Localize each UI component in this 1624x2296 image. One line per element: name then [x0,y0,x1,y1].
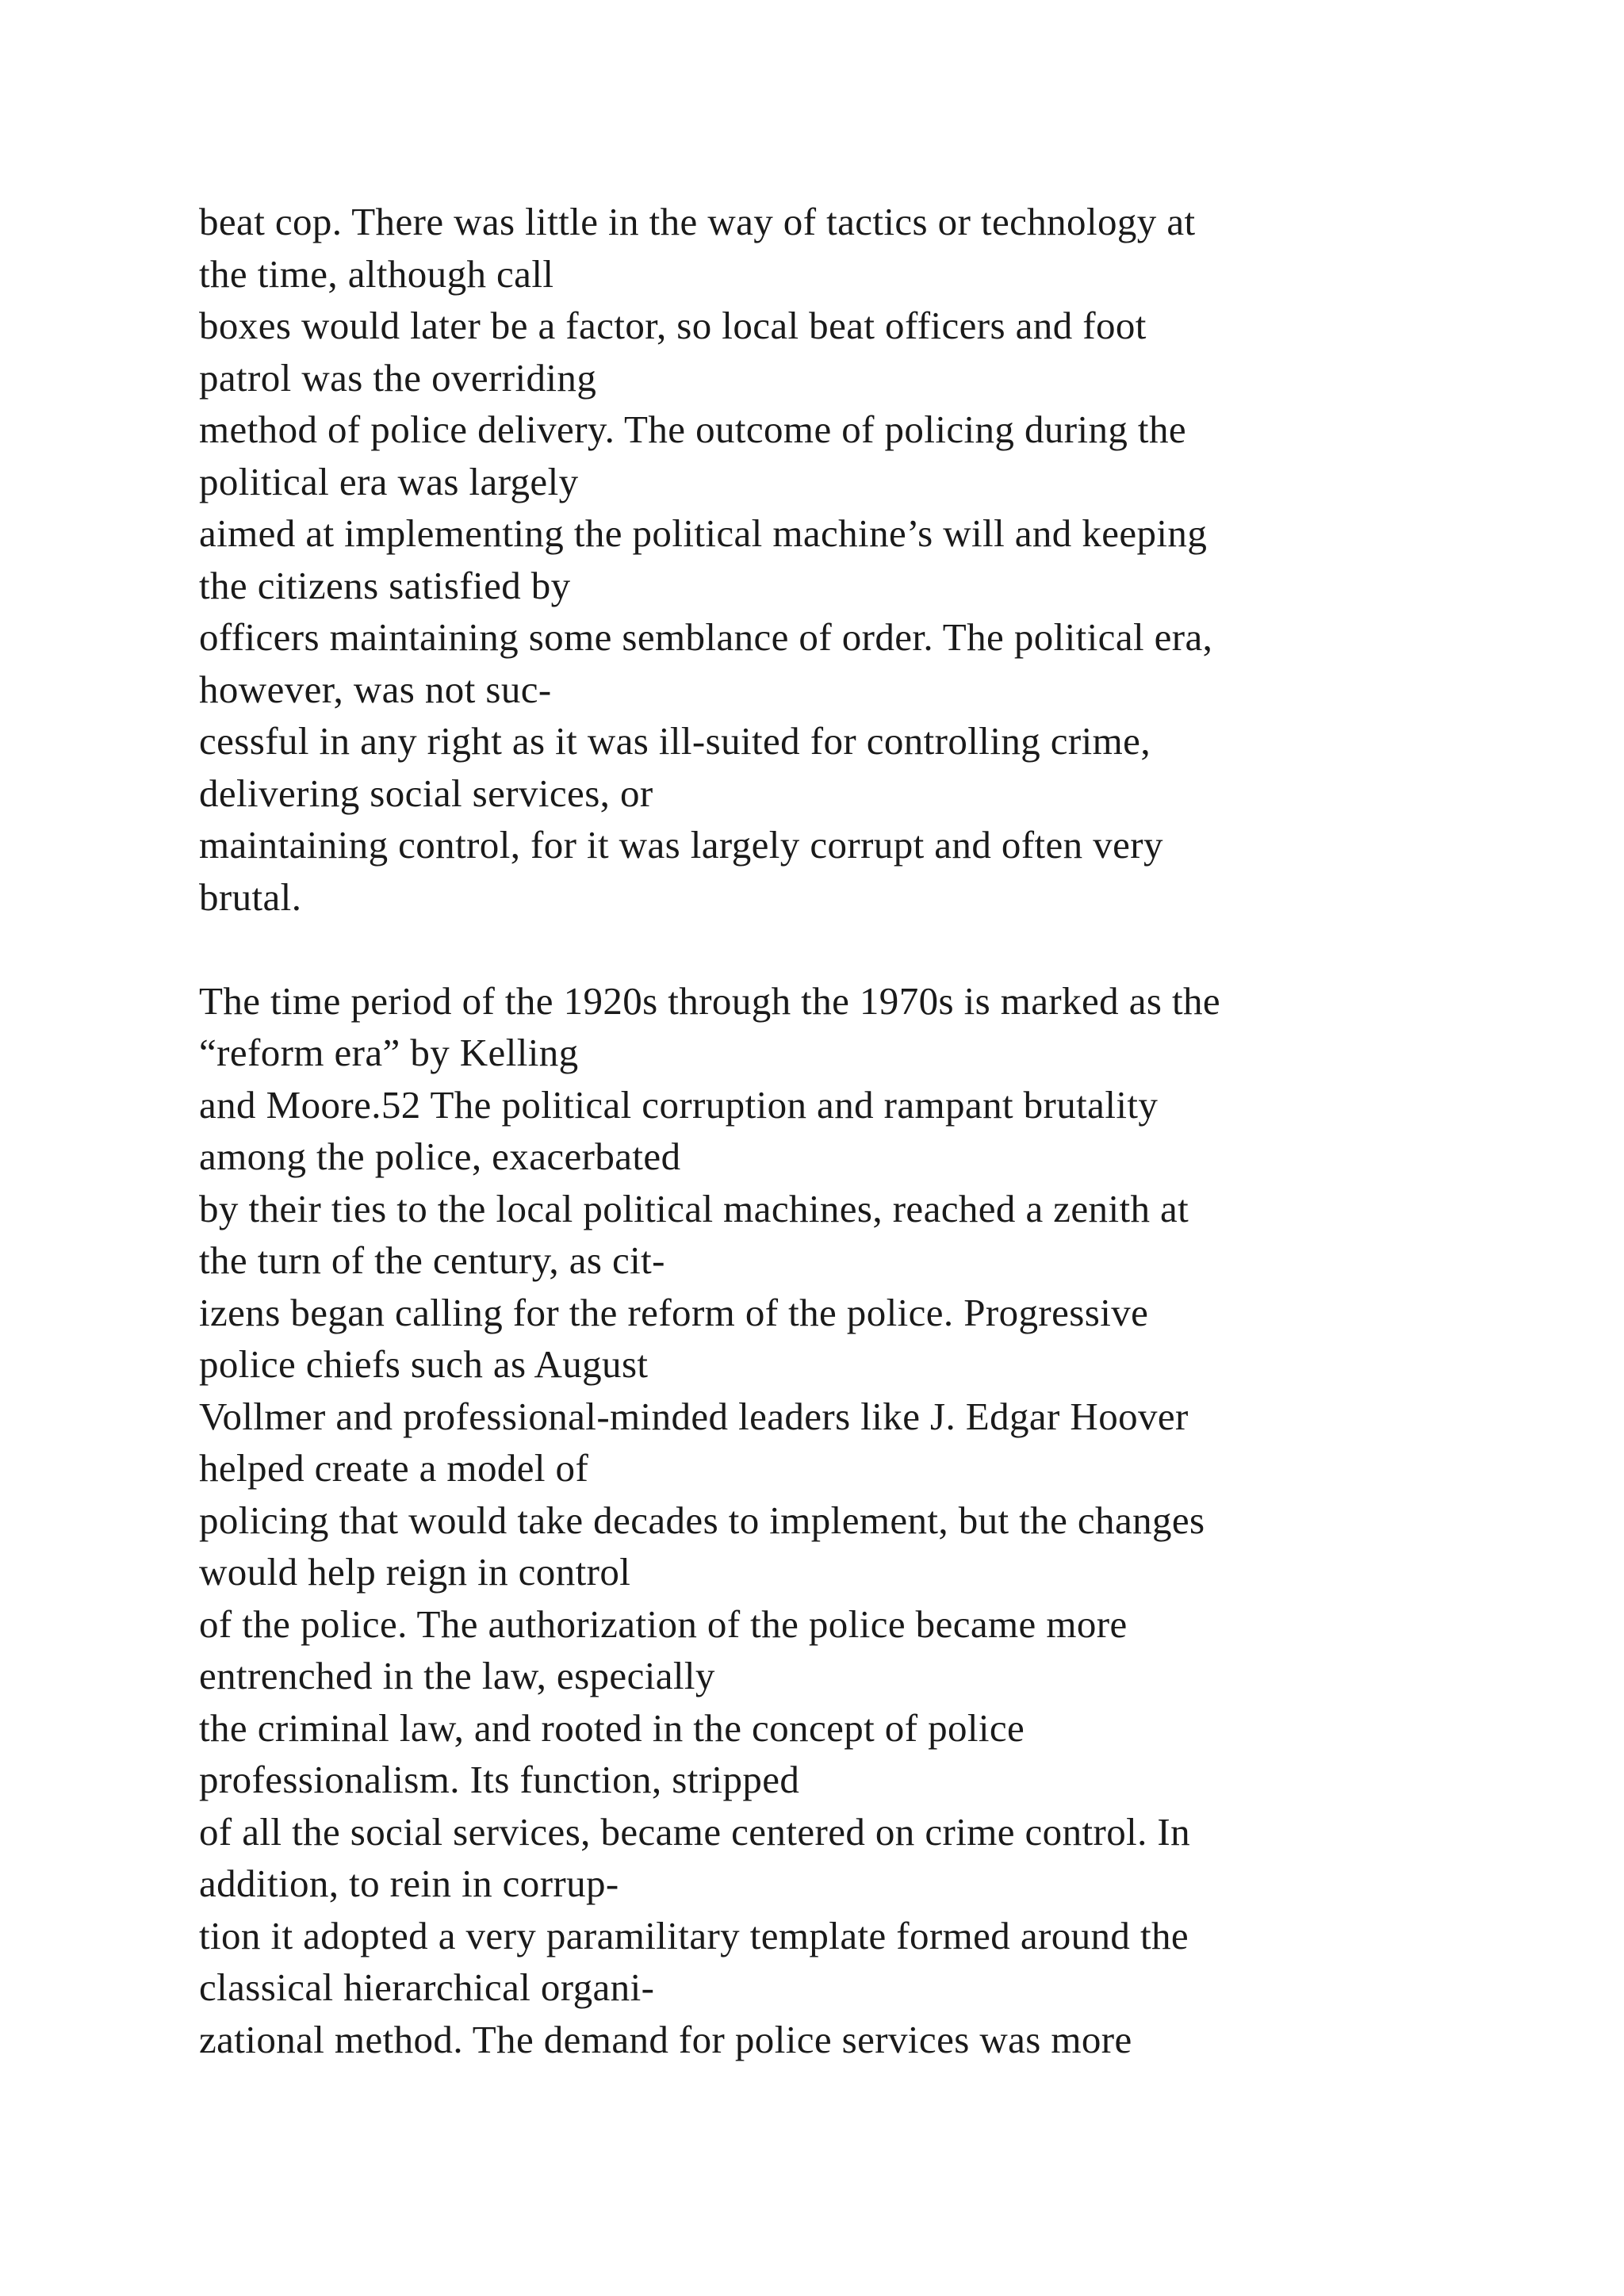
text-line: of the police. The authorization of the police became more [199,1601,1128,1646]
text-line: maintaining control, for it was largely corrupt and often very [199,823,1163,867]
paragraph-reform-era [199,975,1595,2066]
text-line: Vollmer and professional-minded leaders like J. Edgar Hoover [199,1394,1189,1438]
paragraph-political-era [199,196,1595,923]
text-line: and Moore.52 The political corruption and rampant brutality [199,1082,1159,1127]
text-line: officers maintaining some semblance of order. The political era, [199,615,1213,659]
text-line: delivering social services, or [199,771,653,815]
text-line: boxes would later be a factor, so local beat officers and foot [199,304,1147,347]
text-line: the criminal law, and rooted in the concept of police [199,1705,1025,1750]
text-line: zational method. The demand for police services was more [199,2017,1132,2061]
text-line: tion it adopted a very paramilitary template formed around the [199,1913,1189,1957]
text-line: classical hierarchical organi- [199,1965,655,2009]
text-line: professionalism. Its function, stripped [199,1758,800,1801]
text-line: by their ties to the local political machines, reached a zenith at [199,1186,1189,1230]
text-line: method of police delivery. The outcome of policing during the [199,408,1186,451]
text-line: the time, although call [199,251,554,296]
text-line: beat cop. There was little in the way of tactics or technology at [199,200,1196,243]
text-line: addition, to rein in corrup- [199,1862,619,1905]
text-line: the turn of the century, as cit- [199,1238,665,1282]
text-line: would help reign in control [199,1550,631,1594]
text-line: “reform era” by Kelling [199,1031,579,1074]
text-line: brutal. [199,874,302,919]
text-line: entrenched in the law, especially [199,1654,715,1697]
text-line: political era was largely [199,459,579,503]
text-line: police chiefs such as August [199,1342,649,1386]
text-line: aimed at implementing the political machine’s will and keeping [199,511,1208,555]
text-line: izens began calling for the reform of the police. Progressive [199,1290,1149,1334]
text-line: among the police, exacerbated [199,1135,681,1178]
body-text [199,196,1595,2065]
text-line: helped create a model of [199,1446,589,1490]
text-line: however, was not suc- [199,667,552,711]
text-line: of all the social services, became centered on crime control. In [199,1809,1191,1854]
text-line: policing that would take decades to implement, but the changes [199,1498,1205,1542]
text-line: the citizens satisfied by [199,563,571,607]
text-line: The time period of the 1920s through the 1970s is marked as the [199,978,1221,1023]
text-line: cessful in any right as it was ill-suited for controlling crime, [199,719,1151,763]
text-line: patrol was the overriding [199,355,597,400]
